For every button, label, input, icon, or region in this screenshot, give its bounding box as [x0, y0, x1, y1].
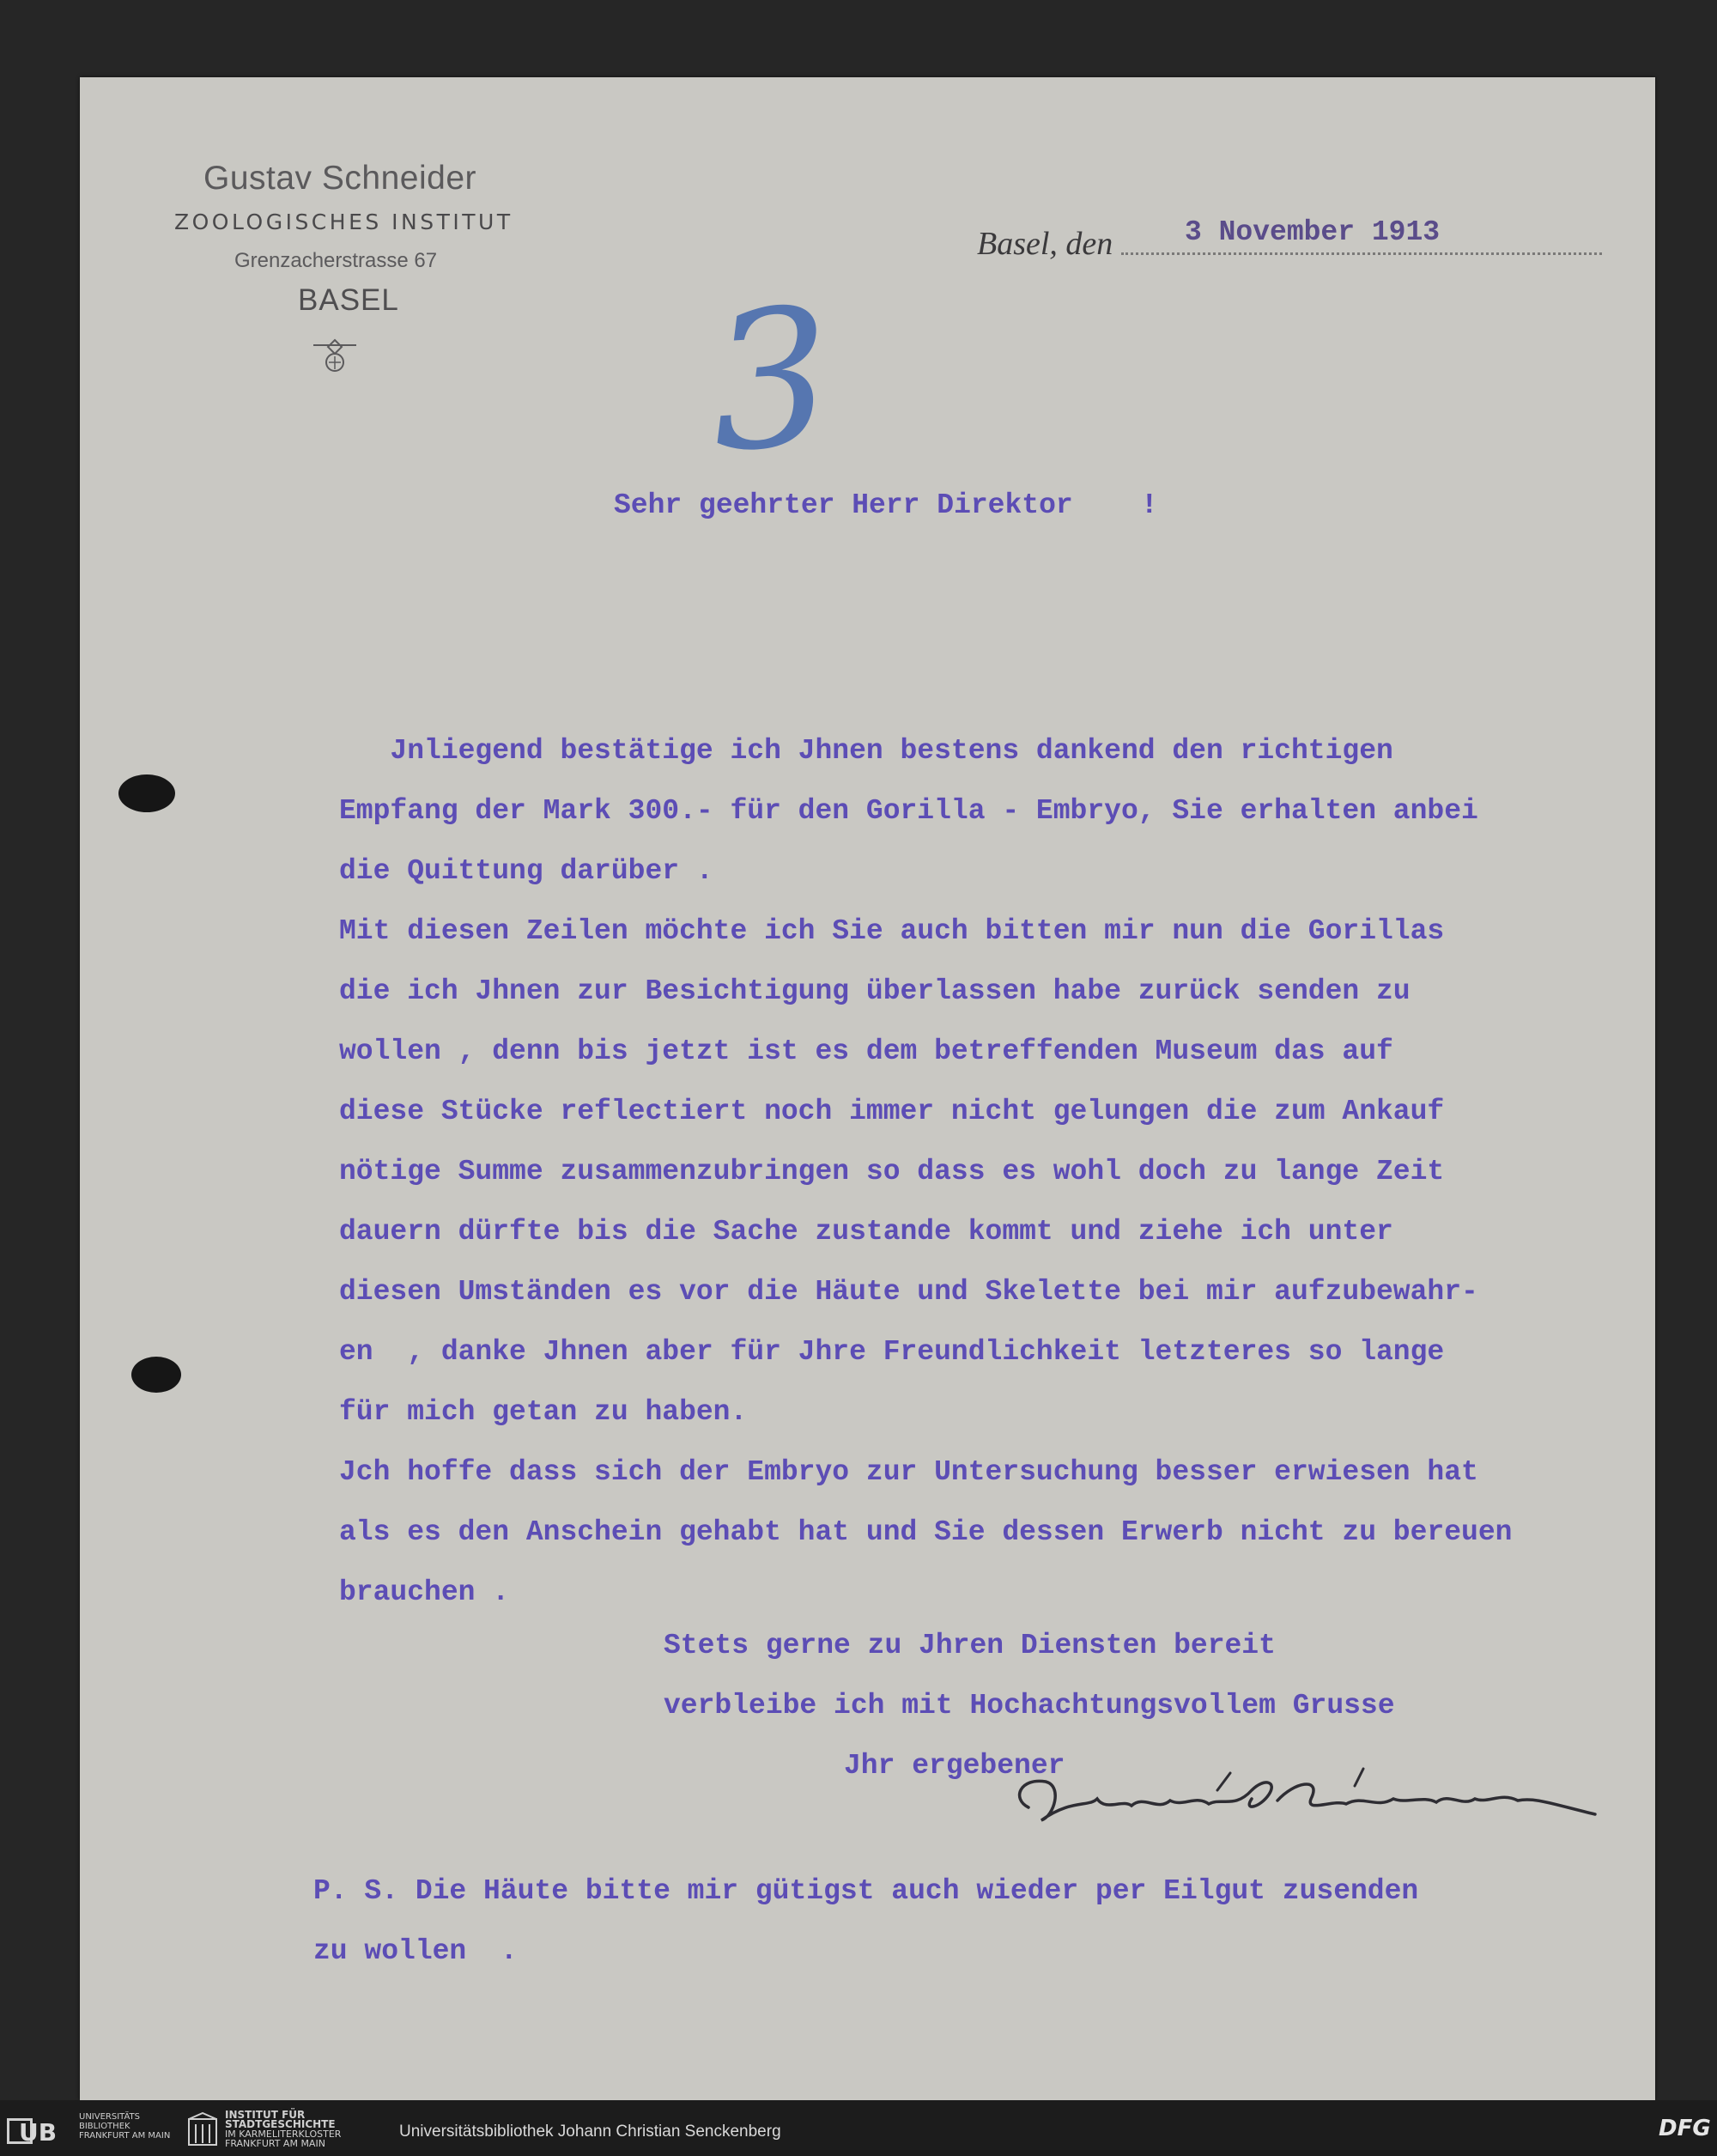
isg-logo-icon: [187, 2112, 218, 2147]
body-line: dauern dürfte bis die Sache zustande kommt und ziehe ich unter: [339, 1216, 1393, 1248]
ub-line: UNIVERSITÄTS: [79, 2112, 141, 2122]
body-line: Empfang der Mark 300.- für den Gorilla - Embryo, Sie erhalten anbei: [339, 795, 1478, 827]
salutation: Sehr geehrter Herr Direktor !: [614, 489, 1158, 521]
body-line: en , danke Jhnen aber für Jhre Freundlichkeit letzteres so lange: [339, 1336, 1445, 1368]
body-line: die Quittung darüber .: [339, 855, 713, 887]
body-line: als es den Anschein gehabt hat und Sie dessen Erwerb nicht zu bereuen: [339, 1516, 1513, 1548]
letter-place: Basel, den: [977, 226, 1113, 262]
body-line: diesen Umständen es vor die Häute und Skelette bei mir aufzubewahr-: [339, 1276, 1478, 1308]
body-line: brauchen .: [339, 1576, 510, 1608]
letterhead-street: Grenzacherstrasse 67: [234, 249, 438, 272]
isg-line: IM KARMELITERKLOSTER: [225, 2129, 342, 2140]
letterhead-institute: ZOOLOGISCHES INSTITUT: [174, 210, 513, 234]
body-line: wollen , denn bis jetzt ist es dem betreffenden Museum das auf: [339, 1035, 1393, 1067]
body-line: diese Stücke reflectiert noch immer nicht gelungen die zum Ankauf: [339, 1096, 1445, 1127]
body-line: Jnliegend bestätige ich Jhnen bestens dankend den richtigen: [339, 735, 1393, 767]
date-dotted-line: [1121, 252, 1602, 255]
footer-credit: Universitätsbibliothek Johann Christian Senckenberg: [399, 2123, 781, 2141]
dfg-logo: DFG: [1659, 2116, 1711, 2141]
postscript-line: zu wollen .: [313, 1935, 518, 1967]
body-line: die ich Jhnen zur Besichtigung überlassen habe zurück senden zu: [339, 975, 1411, 1007]
body-line: nötige Summe zusammenzubringen so dass es wohl doch zu lange Zeit: [339, 1156, 1445, 1187]
handwritten-signature: [994, 1747, 1612, 1850]
letterhead-name: Gustav Schneider: [203, 160, 477, 197]
ub-line: BIBLIOTHEK: [79, 2122, 130, 2131]
letterhead-emblem-icon: [312, 337, 358, 380]
punch-hole-top: [118, 774, 175, 812]
isg-name: [225, 2110, 341, 2148]
letter-page: [80, 77, 1655, 2100]
ub-name: [79, 2112, 170, 2141]
isg-line-strong: INSTITUT FÜR: [225, 2109, 306, 2121]
ub-line: FRANKFURT AM MAIN: [79, 2131, 171, 2141]
isg-line-strong: STADTGESCHICHTE: [225, 2118, 336, 2130]
closing-line: Stets gerne zu Jhren Diensten bereit: [664, 1630, 1276, 1661]
ub-abbrev: UB: [19, 2118, 58, 2147]
closing-line: verbleibe ich mit Hochachtungsvollem Grusse: [664, 1690, 1395, 1722]
punch-hole-bottom: [131, 1357, 181, 1393]
isg-line: FRANKFURT AM MAIN: [225, 2138, 325, 2149]
body-line: Mit diesen Zeilen möchte ich Sie auch bitten mir nun die Gorillas: [339, 915, 1445, 947]
postscript-line: P. S. Die Häute bitte mir gütigst auch wieder per Eilgut zusenden: [313, 1875, 1419, 1907]
letterhead-city: BASEL: [298, 283, 399, 317]
body-line: für mich getan zu haben.: [339, 1396, 748, 1428]
closing-line: Jhr ergebener: [844, 1750, 1065, 1782]
letter-date: 3 November 1913: [1185, 216, 1441, 248]
body-line: Jch hoffe dass sich der Embryo zur Untersuchung besser erwiesen hat: [339, 1456, 1478, 1488]
handwritten-numeral: 3: [703, 266, 839, 495]
